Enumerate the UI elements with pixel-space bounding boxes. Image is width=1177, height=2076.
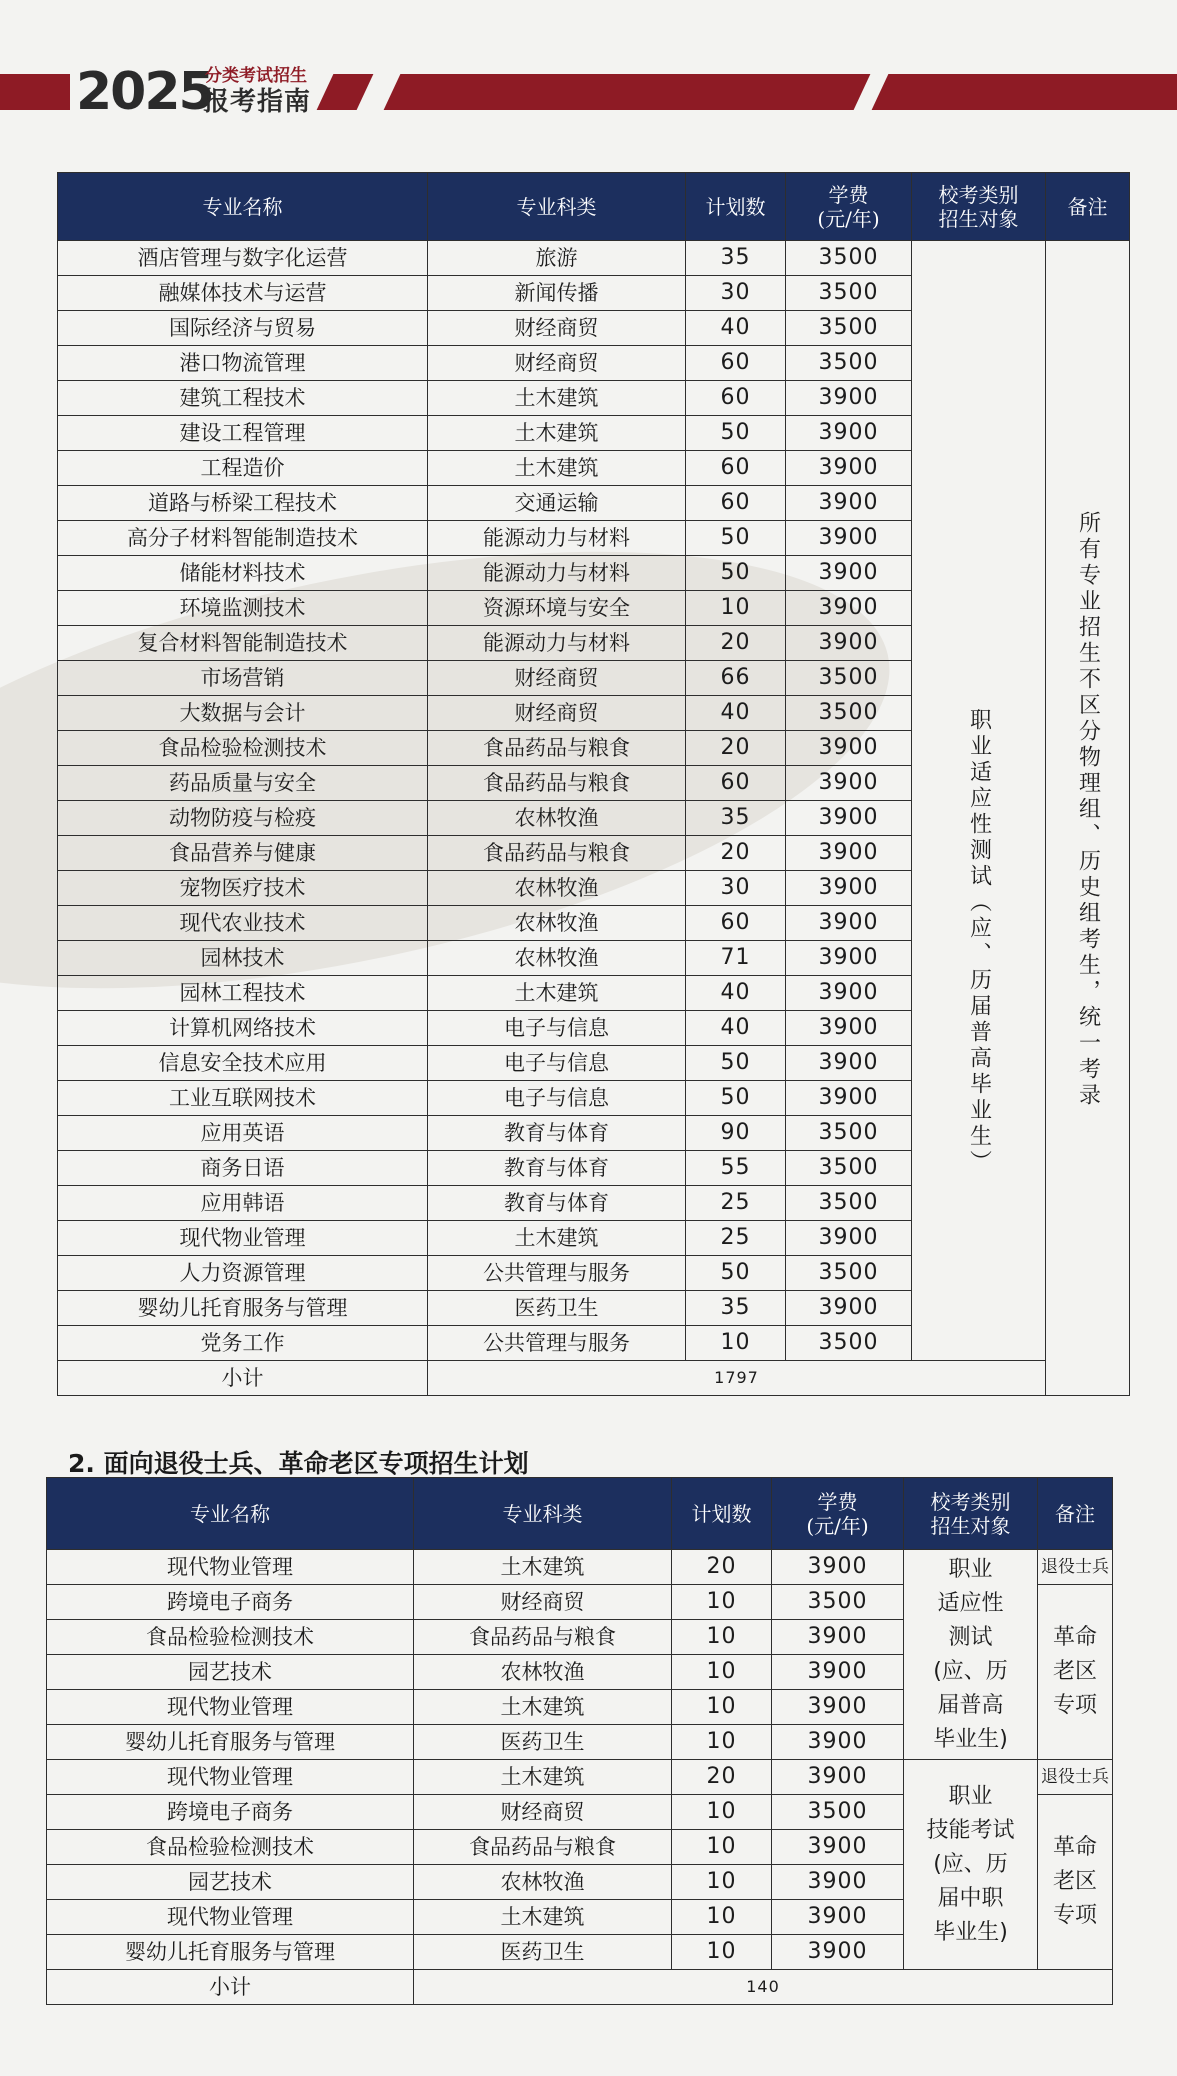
major-category-cell: 电子与信息	[428, 1081, 686, 1116]
tuition-cell: 3500	[772, 1795, 904, 1830]
tuition-cell: 3500	[786, 346, 912, 381]
plan-count-cell: 50	[686, 416, 786, 451]
exam-type-cell: 职业 技能考试 (应、历 届中职 毕业生)	[904, 1760, 1038, 1970]
major-category-cell: 农林牧渔	[414, 1865, 672, 1900]
major-category-cell: 资源环境与安全	[428, 591, 686, 626]
subtotal-row	[58, 1361, 1130, 1396]
tuition-cell: 3900	[786, 1011, 912, 1046]
major-name-cell: 现代物业管理	[47, 1550, 414, 1585]
major-name-cell: 商务日语	[58, 1151, 428, 1186]
remark-oldarea-cell: 革命 老区 专项	[1038, 1795, 1113, 1970]
tuition-cell: 3900	[772, 1865, 904, 1900]
tuition-cell: 3500	[786, 696, 912, 731]
tuition-cell: 3900	[772, 1620, 904, 1655]
plan-count-cell: 50	[686, 556, 786, 591]
header-bar	[872, 74, 1177, 110]
exam-type-text: 职业适应性测试（应、历届普高毕业生）	[966, 708, 992, 1176]
tuition-cell: 3500	[786, 276, 912, 311]
major-category-cell: 能源动力与材料	[428, 521, 686, 556]
tuition-cell: 3900	[786, 521, 912, 556]
plan-count-cell: 20	[672, 1760, 772, 1795]
plan-count-cell: 60	[686, 906, 786, 941]
major-category-cell: 能源动力与材料	[428, 556, 686, 591]
major-category-cell: 教育与体育	[428, 1186, 686, 1221]
plan-count-cell: 60	[686, 381, 786, 416]
tuition-cell: 3900	[786, 836, 912, 871]
major-category-cell: 土木建筑	[428, 1221, 686, 1256]
major-name-cell: 建筑工程技术	[58, 381, 428, 416]
tuition-cell: 3900	[786, 906, 912, 941]
major-category-cell: 教育与体育	[428, 1151, 686, 1186]
tuition-cell: 3900	[786, 976, 912, 1011]
major-name-cell: 园艺技术	[47, 1865, 414, 1900]
subtotal-label: 小计	[58, 1361, 428, 1396]
major-category-cell: 教育与体育	[428, 1116, 686, 1151]
major-name-cell: 酒店管理与数字化运营	[58, 241, 428, 276]
major-name-cell: 食品营养与健康	[58, 836, 428, 871]
major-category-cell: 食品药品与粮食	[428, 766, 686, 801]
header-tuition: 学费 (元/年)	[772, 1478, 904, 1550]
tuition-cell: 3900	[786, 626, 912, 661]
plan-count-cell: 10	[672, 1585, 772, 1620]
header-category: 专业科类	[428, 173, 686, 241]
major-category-cell: 财经商贸	[414, 1795, 672, 1830]
table-header-row	[47, 1478, 1113, 1550]
major-name-cell: 食品检验检测技术	[47, 1620, 414, 1655]
remark-veteran-cell: 退役士兵	[1038, 1760, 1113, 1795]
plan-count-cell: 55	[686, 1151, 786, 1186]
major-category-cell: 交通运输	[428, 486, 686, 521]
tuition-cell: 3900	[772, 1760, 904, 1795]
major-category-cell: 土木建筑	[414, 1690, 672, 1725]
plan-count-cell: 10	[672, 1725, 772, 1760]
major-category-cell: 食品药品与粮食	[428, 731, 686, 766]
major-category-cell: 农林牧渔	[428, 871, 686, 906]
plan-count-cell: 10	[672, 1935, 772, 1970]
header-plan: 计划数	[672, 1478, 772, 1550]
major-name-cell: 跨境电子商务	[47, 1585, 414, 1620]
tuition-cell: 3900	[772, 1900, 904, 1935]
plan-count-cell: 50	[686, 1046, 786, 1081]
header-remark: 备注	[1046, 173, 1130, 241]
major-category-cell: 财经商贸	[428, 346, 686, 381]
major-category-cell: 食品药品与粮食	[414, 1620, 672, 1655]
plan-count-cell: 10	[672, 1655, 772, 1690]
plan-count-cell: 60	[686, 451, 786, 486]
major-category-cell: 土木建筑	[428, 451, 686, 486]
exam-type-cell	[912, 241, 1046, 1361]
page-header	[0, 60, 1177, 124]
section-2-title: 2. 面向退役士兵、革命老区专项招生计划	[68, 1449, 529, 1478]
header-major: 专业名称	[47, 1478, 414, 1550]
major-name-cell: 储能材料技术	[58, 556, 428, 591]
major-name-cell: 婴幼儿托育服务与管理	[47, 1935, 414, 1970]
tuition-cell: 3900	[772, 1935, 904, 1970]
major-name-cell: 动物防疫与检疫	[58, 801, 428, 836]
exam-type-cell: 职业 适应性 测试 (应、历 届普高 毕业生)	[904, 1550, 1038, 1760]
major-name-cell: 园林技术	[58, 941, 428, 976]
tuition-cell: 3900	[786, 871, 912, 906]
major-name-cell: 工程造价	[58, 451, 428, 486]
major-category-cell: 公共管理与服务	[428, 1326, 686, 1361]
major-name-cell: 现代物业管理	[58, 1221, 428, 1256]
tuition-cell: 3900	[786, 766, 912, 801]
tuition-cell: 3900	[786, 1081, 912, 1116]
major-name-cell: 婴幼儿托育服务与管理	[47, 1725, 414, 1760]
tuition-cell: 3500	[786, 1151, 912, 1186]
major-category-cell: 财经商贸	[428, 696, 686, 731]
tuition-cell: 3900	[786, 1046, 912, 1081]
header-plan: 计划数	[686, 173, 786, 241]
major-category-cell: 土木建筑	[428, 416, 686, 451]
plan-count-cell: 10	[672, 1620, 772, 1655]
major-category-cell: 土木建筑	[414, 1900, 672, 1935]
major-name-cell: 融媒体技术与运营	[58, 276, 428, 311]
plan-count-cell: 71	[686, 941, 786, 976]
plan-count-cell: 20	[672, 1550, 772, 1585]
remark-veteran-cell: 退役士兵	[1038, 1550, 1113, 1585]
tuition-cell: 3500	[786, 241, 912, 276]
plan-count-cell: 20	[686, 836, 786, 871]
plan-count-cell: 90	[686, 1116, 786, 1151]
major-name-cell: 宠物医疗技术	[58, 871, 428, 906]
tuition-cell: 3900	[786, 591, 912, 626]
header-title: 报考指南	[203, 87, 312, 117]
table-row	[47, 1760, 1113, 1795]
major-category-cell: 能源动力与材料	[428, 626, 686, 661]
major-category-cell: 医药卫生	[428, 1291, 686, 1326]
major-name-cell: 计算机网络技术	[58, 1011, 428, 1046]
header-subtitle: 分类考试招生	[205, 66, 307, 86]
remark-cell	[1046, 241, 1130, 1396]
plan-count-cell: 60	[686, 486, 786, 521]
table-header-row	[58, 173, 1130, 241]
plan-count-cell: 40	[686, 696, 786, 731]
tuition-cell: 3900	[786, 416, 912, 451]
header-bar	[0, 74, 70, 110]
plan-count-cell: 35	[686, 1291, 786, 1326]
major-name-cell: 信息安全技术应用	[58, 1046, 428, 1081]
major-name-cell: 药品质量与安全	[58, 766, 428, 801]
header-major: 专业名称	[58, 173, 428, 241]
subtotal-value: 1797	[428, 1361, 1046, 1396]
plan-count-cell: 10	[686, 591, 786, 626]
major-name-cell: 大数据与会计	[58, 696, 428, 731]
plan-count-cell: 60	[686, 346, 786, 381]
tuition-cell: 3900	[786, 451, 912, 486]
major-category-cell: 农林牧渔	[428, 941, 686, 976]
major-name-cell: 现代物业管理	[47, 1760, 414, 1795]
tuition-cell: 3500	[786, 1186, 912, 1221]
major-name-cell: 园林工程技术	[58, 976, 428, 1011]
major-category-cell: 医药卫生	[414, 1935, 672, 1970]
plan-count-cell: 30	[686, 871, 786, 906]
major-name-cell: 现代农业技术	[58, 906, 428, 941]
major-name-cell: 现代物业管理	[47, 1690, 414, 1725]
major-name-cell: 应用英语	[58, 1116, 428, 1151]
major-name-cell: 工业互联网技术	[58, 1081, 428, 1116]
major-category-cell: 农林牧渔	[428, 906, 686, 941]
tuition-cell: 3500	[786, 1116, 912, 1151]
tuition-cell: 3900	[786, 731, 912, 766]
plan-count-cell: 10	[672, 1690, 772, 1725]
header-exam-type: 校考类别 招生对象	[912, 173, 1046, 241]
major-name-cell: 园艺技术	[47, 1655, 414, 1690]
tuition-cell: 3900	[786, 486, 912, 521]
plan-count-cell: 35	[686, 801, 786, 836]
plan-count-cell: 35	[686, 241, 786, 276]
major-category-cell: 电子与信息	[428, 1046, 686, 1081]
plan-count-cell: 20	[686, 626, 786, 661]
major-name-cell: 党务工作	[58, 1326, 428, 1361]
major-name-cell: 复合材料智能制造技术	[58, 626, 428, 661]
major-name-cell: 建设工程管理	[58, 416, 428, 451]
plan-count-cell: 40	[686, 311, 786, 346]
tuition-cell: 3500	[786, 311, 912, 346]
plan-count-cell: 25	[686, 1221, 786, 1256]
major-category-cell: 新闻传播	[428, 276, 686, 311]
plan-count-cell: 20	[686, 731, 786, 766]
header-year: 2025	[76, 62, 213, 122]
tuition-cell: 3500	[786, 1256, 912, 1291]
tuition-cell: 3900	[772, 1550, 904, 1585]
major-category-cell: 旅游	[428, 241, 686, 276]
tuition-cell: 3900	[786, 1291, 912, 1326]
major-category-cell: 电子与信息	[428, 1011, 686, 1046]
plan-count-cell: 10	[672, 1830, 772, 1865]
major-name-cell: 港口物流管理	[58, 346, 428, 381]
major-category-cell: 公共管理与服务	[428, 1256, 686, 1291]
tuition-cell: 3900	[772, 1725, 904, 1760]
plan-count-cell: 25	[686, 1186, 786, 1221]
plan-count-cell: 50	[686, 1081, 786, 1116]
plan-count-cell: 10	[672, 1865, 772, 1900]
major-category-cell: 财经商贸	[414, 1585, 672, 1620]
major-name-cell: 高分子材料智能制造技术	[58, 521, 428, 556]
plan-count-cell: 10	[672, 1900, 772, 1935]
remark-text: 所有专业招生不区分物理组、历史组考生，统一考录	[1075, 510, 1101, 1109]
tuition-cell: 3900	[772, 1655, 904, 1690]
major-name-cell: 国际经济与贸易	[58, 311, 428, 346]
plan-count-cell: 10	[686, 1326, 786, 1361]
plan-count-cell: 66	[686, 661, 786, 696]
enrollment-table-1	[57, 172, 1130, 1396]
tuition-cell: 3900	[786, 556, 912, 591]
major-name-cell: 食品检验检测技术	[47, 1830, 414, 1865]
header-tuition: 学费 (元/年)	[786, 173, 912, 241]
tuition-cell: 3900	[786, 1221, 912, 1256]
subtotal-label: 小计	[47, 1970, 414, 2005]
plan-count-cell: 50	[686, 1256, 786, 1291]
tuition-cell: 3500	[786, 1326, 912, 1361]
remark-oldarea-cell: 革命 老区 专项	[1038, 1585, 1113, 1760]
plan-count-cell: 30	[686, 276, 786, 311]
major-name-cell: 道路与桥梁工程技术	[58, 486, 428, 521]
header-bar	[317, 74, 374, 110]
major-category-cell: 食品药品与粮食	[428, 836, 686, 871]
major-name-cell: 应用韩语	[58, 1186, 428, 1221]
major-name-cell: 市场营销	[58, 661, 428, 696]
subtotal-value: 140	[414, 1970, 1113, 2005]
plan-count-cell: 50	[686, 521, 786, 556]
major-category-cell: 财经商贸	[428, 311, 686, 346]
major-name-cell: 跨境电子商务	[47, 1795, 414, 1830]
plan-count-cell: 10	[672, 1795, 772, 1830]
enrollment-table-2	[46, 1477, 1113, 2005]
major-name-cell: 环境监测技术	[58, 591, 428, 626]
tuition-cell: 3900	[772, 1830, 904, 1865]
major-category-cell: 土木建筑	[428, 976, 686, 1011]
table-row	[58, 241, 1130, 276]
major-name-cell: 人力资源管理	[58, 1256, 428, 1291]
plan-count-cell: 40	[686, 1011, 786, 1046]
header-remark: 备注	[1038, 1478, 1113, 1550]
major-category-cell: 农林牧渔	[428, 801, 686, 836]
major-category-cell: 财经商贸	[428, 661, 686, 696]
major-category-cell: 土木建筑	[414, 1550, 672, 1585]
major-category-cell: 医药卫生	[414, 1725, 672, 1760]
plan-count-cell: 60	[686, 766, 786, 801]
major-category-cell: 土木建筑	[428, 381, 686, 416]
major-name-cell: 现代物业管理	[47, 1900, 414, 1935]
major-name-cell: 婴幼儿托育服务与管理	[58, 1291, 428, 1326]
table-row	[47, 1550, 1113, 1585]
tuition-cell: 3500	[772, 1585, 904, 1620]
header-category: 专业科类	[414, 1478, 672, 1550]
major-category-cell: 农林牧渔	[414, 1655, 672, 1690]
major-name-cell: 食品检验检测技术	[58, 731, 428, 766]
header-exam-type: 校考类别 招生对象	[904, 1478, 1038, 1550]
tuition-cell: 3900	[772, 1690, 904, 1725]
major-category-cell: 土木建筑	[414, 1760, 672, 1795]
tuition-cell: 3900	[786, 801, 912, 836]
tuition-cell: 3900	[786, 941, 912, 976]
header-bar	[384, 74, 871, 110]
plan-count-cell: 40	[686, 976, 786, 1011]
tuition-cell: 3500	[786, 661, 912, 696]
major-category-cell: 食品药品与粮食	[414, 1830, 672, 1865]
subtotal-row	[47, 1970, 1113, 2005]
tuition-cell: 3900	[786, 381, 912, 416]
